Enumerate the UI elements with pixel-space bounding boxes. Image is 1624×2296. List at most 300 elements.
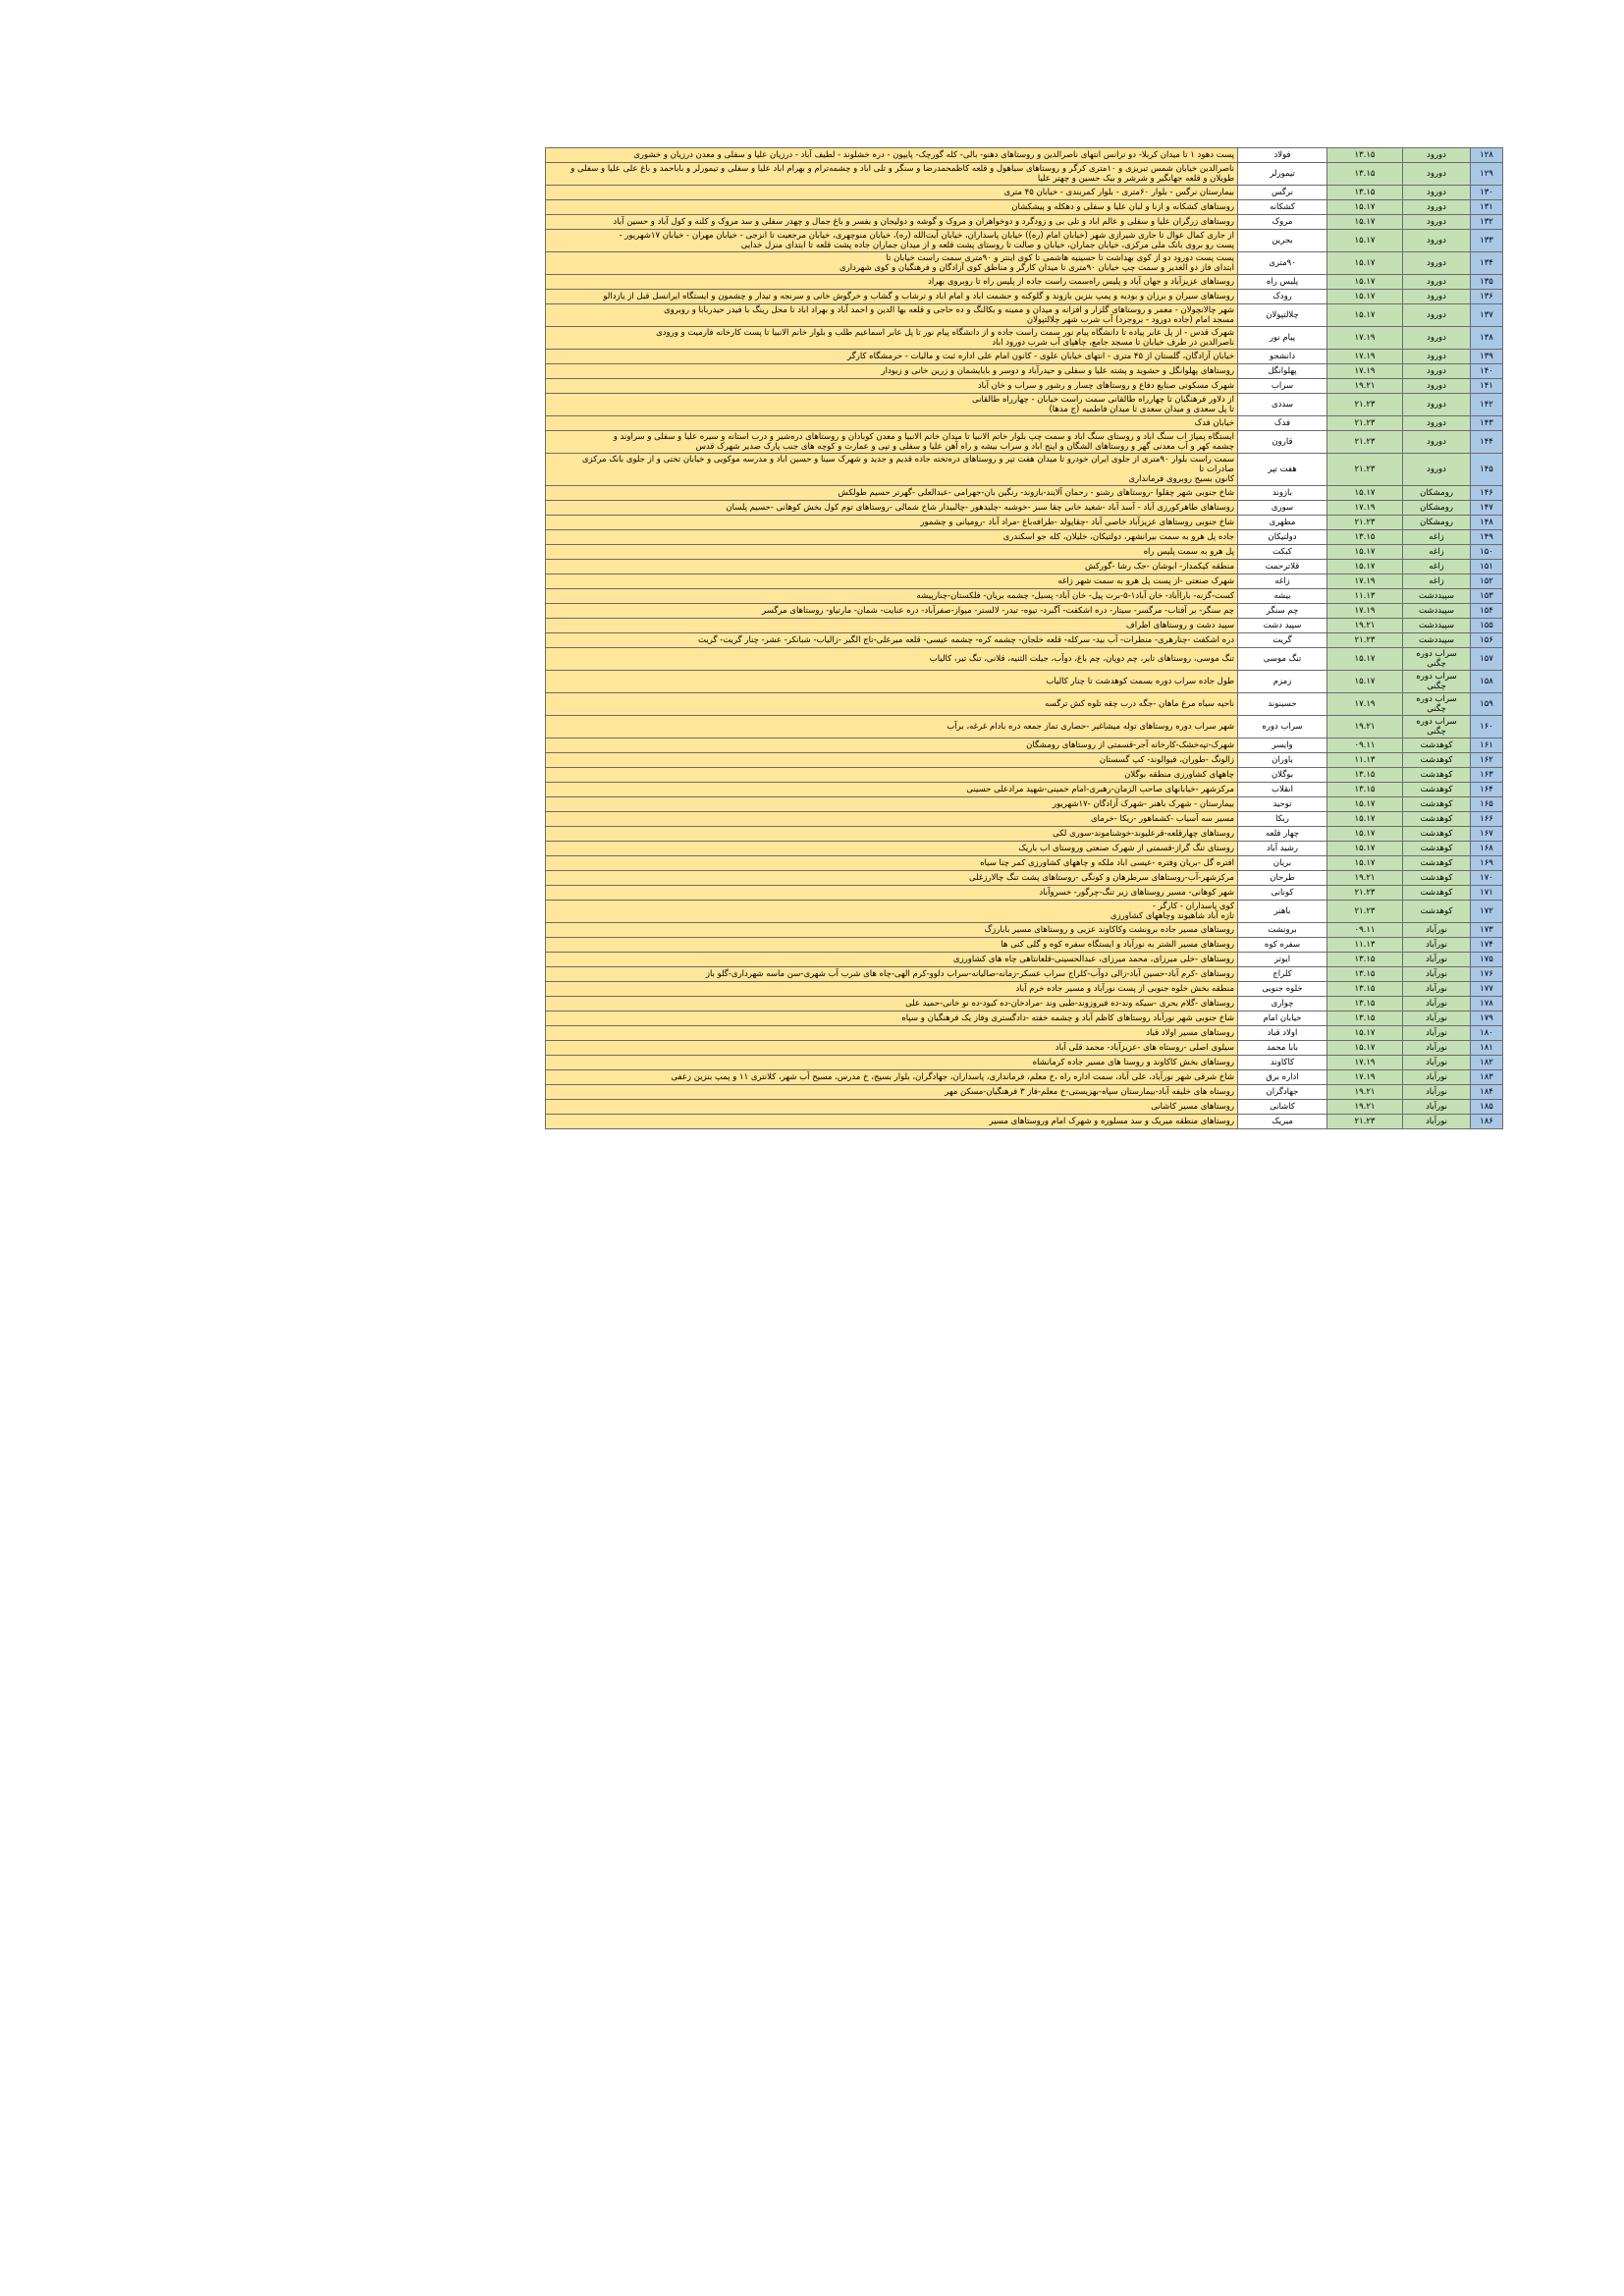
time-window-cell: ۱۵.۱۷ [1327,812,1403,827]
row-number-cell: ۱۶۲ [1471,753,1503,768]
address-cell: روستاهای طاهرکورزی آباد - آسد آباد -شغید خانی چقا سبز -خوشبه -چلیدهور -چالبیدار شاخ شمالی -روستاهای توم کول بخش کوهانی -حسیم پلسان [546,501,1238,516]
row-number-cell: ۱۶۹ [1471,856,1503,871]
address-cell: شاخ جنوبی روستاهای عزیزآباد خاصی آباد -چقاپولد -طرافه‌باغ -مراد آباد -رومیانی و چشمور [546,516,1238,530]
table-row [546,560,1503,574]
table-row [546,1070,1503,1085]
zone-cell: سپیددشت [1403,633,1471,648]
table-row [546,530,1503,545]
row-number-cell: ۱۳۷ [1471,304,1503,327]
feeder-area-cell: کاکاوند [1238,1056,1327,1070]
row-number-cell: ۱۵۵ [1471,619,1503,633]
time-window-cell: ۱۳.۱۵ [1327,530,1403,545]
address-cell: پست دهود ۱ تا میدان کربلا- دو ترانس انتهای ناصرالدین و روستاهای دهنو- بالی- کله گورچک- پایپون - دره خشلوند - لطیف آباد - درزیان علیا و سفلی و معدن درزیان و خشوری [546,148,1238,163]
time-window-cell: ۱۳.۱۵ [1327,982,1403,997]
zone-cell: نورآباد [1403,1011,1471,1026]
feeder-area-cell: کاشانی [1238,1100,1327,1115]
zone-cell: دورود [1403,327,1471,350]
address-cell: روستاهای مسیر جاده برونشت وکاکاوند عزیی و روستاهای مسیر بابارزگ [546,923,1238,938]
time-window-cell: ۱۵.۱۷ [1327,671,1403,693]
feeder-area-cell: کونانی [1238,886,1327,901]
zone-cell: دورود [1403,290,1471,304]
table-row [546,997,1503,1011]
zone-cell: دورود [1403,416,1471,431]
row-number-cell: ۱۸۴ [1471,1085,1503,1100]
row-number-cell: ۱۳۹ [1471,350,1503,364]
zone-cell: دورود [1403,252,1471,275]
address-cell: بیمارستان - شهرک باهنر -شهرک آزادگان -۱۷شهریور [546,797,1238,812]
time-window-cell: ۱۳.۱۵ [1327,783,1403,797]
zone-cell: نورآباد [1403,997,1471,1011]
zone-cell: کوهدشت [1403,783,1471,797]
zone-cell: کوهدشت [1403,768,1471,783]
row-number-cell: ۱۶۶ [1471,812,1503,827]
zone-cell: کوهدشت [1403,797,1471,812]
table-row [546,350,1503,364]
zone-cell: رومشکان [1403,516,1471,530]
address-cell: شهر سراب دوره روستاهای توله میشاغیر -حصاری تماز جمعه دره بادام غرغه، برآب [546,716,1238,738]
row-number-cell: ۱۵۳ [1471,589,1503,604]
table-row [546,486,1503,501]
zone-cell: نورآباد [1403,982,1471,997]
row-number-cell: ۱۷۰ [1471,871,1503,886]
zone-cell: کوهدشت [1403,842,1471,856]
row-number-cell: ۱۷۴ [1471,938,1503,953]
feeder-area-cell: توحید [1238,797,1327,812]
address-cell: روستاهای منطقه میریک و سد مسلوره و شهرک امام وروستاهای مسیر [546,1115,1238,1129]
feeder-area-cell: برونشت [1238,923,1327,938]
address-cell: افتره گل -بریان وفتره -عیسی اباد ملکه و چاههای کشاورزی کمر چنا سیاه [546,856,1238,871]
time-window-cell: ۰۹.۱۱ [1327,738,1403,753]
time-window-cell: ۲۱.۲۳ [1327,416,1403,431]
zone-cell: دورود [1403,304,1471,327]
table-row [546,738,1503,753]
time-window-cell: ۱۷.۱۹ [1327,574,1403,589]
table-row [546,716,1503,738]
feeder-area-cell: مروک [1238,215,1327,230]
row-number-cell: ۱۷۵ [1471,953,1503,967]
zone-cell: کوهدشت [1403,871,1471,886]
time-window-cell: ۱۵.۱۷ [1327,290,1403,304]
table-row [546,768,1503,783]
feeder-area-cell: کلراج [1238,967,1327,982]
row-number-cell: ۱۴۶ [1471,486,1503,501]
feeder-area-cell: رودک [1238,290,1327,304]
address-cell: شهر کوهانی- مسیر روستاهای زیر تنگ-چرگور- خسروآباد [546,886,1238,901]
row-number-cell: ۱۴۳ [1471,416,1503,431]
table-row [546,797,1503,812]
row-number-cell: ۱۵۱ [1471,560,1503,574]
outage-schedule-sheet [545,147,1503,1129]
zone-cell: دورود [1403,350,1471,364]
row-number-cell: ۱۶۳ [1471,768,1503,783]
feeder-area-cell: زاغه [1238,574,1327,589]
address-cell: روستاهای -گلام بحری -سیکه وند-ده فیروزوند-طبی وند -مرادخان-ده کبود-ده نو خانی-حمید علی [546,997,1238,1011]
time-window-cell: ۱۵.۱۷ [1327,200,1403,215]
table-row [546,753,1503,768]
table-row [546,215,1503,230]
table-row [546,886,1503,901]
table-row [546,671,1503,693]
time-window-cell: ۱۷.۱۹ [1327,1056,1403,1070]
table-row [546,1085,1503,1100]
table-row [546,619,1503,633]
feeder-area-cell: فولاد [1238,148,1327,163]
feeder-area-cell: بحرین [1238,230,1327,252]
time-window-cell: ۱۳.۱۵ [1327,768,1403,783]
address-cell: تنگ موسی، روستاهای تایر، چم دوپان، چم باغ، دوآب، جیلت الثنیه، قلانی، تنگ تیر، کالیاب [546,648,1238,671]
feeder-area-cell: ۹۰متری [1238,252,1327,275]
feeder-area-cell: مطهری [1238,516,1327,530]
address-cell: منطقه کیکمدار- ابوشان -جک رشا -گورکش [546,560,1238,574]
row-number-cell: ۱۵۶ [1471,633,1503,648]
time-window-cell: ۱۵.۱۷ [1327,842,1403,856]
zone-cell: دورود [1403,148,1471,163]
table-row [546,574,1503,589]
address-cell: شهرک مسکونی صنایع دفاع و روستاهای چسار و رشور و سراب و خان آباد [546,379,1238,394]
table-row [546,431,1503,454]
table-row [546,379,1503,394]
row-number-cell: ۱۷۸ [1471,997,1503,1011]
time-window-cell: ۱۱.۱۳ [1327,938,1403,953]
row-number-cell: ۱۵۷ [1471,648,1503,671]
row-number-cell: ۱۲۹ [1471,163,1503,186]
table-row [546,516,1503,530]
feeder-area-cell: پهلوانگل [1238,364,1327,379]
table-row [546,827,1503,842]
time-window-cell: ۱۵.۱۷ [1327,856,1403,871]
table-row [546,633,1503,648]
zone-cell: کوهدشت [1403,886,1471,901]
feeder-area-cell: زمزم [1238,671,1327,693]
table-row [546,545,1503,560]
row-number-cell: ۱۶۱ [1471,738,1503,753]
zone-cell: دورود [1403,379,1471,394]
time-window-cell: ۱۳.۱۵ [1327,1011,1403,1026]
time-window-cell: ۱۳.۱۵ [1327,997,1403,1011]
table-row [546,953,1503,967]
table-row [546,364,1503,379]
zone-cell: دورود [1403,454,1471,486]
row-number-cell: ۱۶۴ [1471,783,1503,797]
table-row [546,275,1503,290]
address-cell: مسیر سه آسیاب -کشماهور -ریکا -خرمای [546,812,1238,827]
time-window-cell: ۱۹.۲۱ [1327,716,1403,738]
row-number-cell: ۱۵۲ [1471,574,1503,589]
row-number-cell: ۱۴۷ [1471,501,1503,516]
zone-cell: دورود [1403,394,1471,416]
time-window-cell: ۱۷.۱۹ [1327,364,1403,379]
time-window-cell: ۱۵.۱۷ [1327,827,1403,842]
table-row [546,982,1503,997]
time-window-cell: ۱۷.۱۹ [1327,693,1403,716]
row-number-cell: ۱۴۲ [1471,394,1503,416]
feeder-area-cell: باوران [1238,753,1327,768]
time-window-cell: ۱۷.۱۹ [1327,1070,1403,1085]
feeder-area-cell: دولتیکان [1238,530,1327,545]
time-window-cell: ۱۳.۱۵ [1327,148,1403,163]
address-cell: سیلوی اصلی -روستاه های -عزیزآباد- محمد قلی آباد [546,1041,1238,1056]
zone-cell: نورآباد [1403,1041,1471,1056]
address-cell: شهرک صنعتی -از پست پل هرو به سمت شهر زاغه [546,574,1238,589]
address-cell: روستاه های خلیفه آباد-بیمارستان سپاه-بهزیستی-خ معلم-فاز ۳ فرهنگیان-مسکن مهر [546,1085,1238,1100]
address-cell: خیابان آزادگان، گلستان از ۴۵ متری - انتهای خیابان علوی - کانون امام علی اداره ثبت و مالیات - حرمشگاه کارگر [546,350,1238,364]
zone-cell: دورود [1403,230,1471,252]
zone-cell: سپیددشت [1403,619,1471,633]
time-window-cell: ۱۹.۲۱ [1327,1085,1403,1100]
time-window-cell: ۱۷.۱۹ [1327,350,1403,364]
row-number-cell: ۱۳۸ [1471,327,1503,350]
table-row [546,394,1503,416]
table-row [546,1115,1503,1129]
address-cell: روستاهای بخش کاکاوند و روستا های مسیر جاده کرمانشاه [546,1056,1238,1070]
feeder-area-cell: حسینوند [1238,693,1327,716]
time-window-cell: ۱۹.۲۱ [1327,619,1403,633]
row-number-cell: ۱۶۰ [1471,716,1503,738]
address-cell: شاخ شرقی شهر نورآباد، علی آباد، سمت اداره راه ،خ معلم، فرمانداری، پاسداران، جهادگران، بلوار بسیج، خ مدرس، مسیح آب شهر، کلانتری ۱۱ و پمپ بنزین زعفی [546,1070,1238,1085]
row-number-cell: ۱۴۱ [1471,379,1503,394]
table-row [546,304,1503,327]
address-cell: چم سنگر- بر آفتاب- مرگسر- سیتار- دره اشکفت- آگبرد- تیوه- تیدر- لالستر- میواز-صفرآباد- دره عنایت- شمان- مارتیاو- روستاهای مرگسر [546,604,1238,619]
time-window-cell: ۱۷.۱۹ [1327,501,1403,516]
address-cell: روستاهای مسیر کاشانی [546,1100,1238,1115]
row-number-cell: ۱۵۰ [1471,545,1503,560]
address-cell: ناحیه سیاه مرغ ماهان -جگه درب چقه تلوه کش ترگسه [546,693,1238,716]
feeder-area-cell: خیابان امام [1238,1011,1327,1026]
address-cell: ایستگاه پمپاژ اب سنگ اباد و روستای سنگ اباد و سمت چپ بلوار خاتم الانبیا تا میدان خاتم الانبیا و معدن کوبادان و روستاهای دره‌شیر و درب استانه و سیره علیا و سفلی و سراوند و چشمه کهر و آب معدنی گهر و روستاهای الشگان و اینج اباد و سراب بیشه و راه آهن علیا و سفلی و تپی و عمارت و کوچه های جنب پارک صدیر شهرک قدس [546,431,1238,454]
zone-cell: دورود [1403,215,1471,230]
address-cell: روستاهای مسیر اولاد قباد [546,1026,1238,1041]
outage-schedule-table [545,147,1503,1129]
feeder-area-cell: سوری [1238,501,1327,516]
feeder-area-cell: سفره کوه [1238,938,1327,953]
zone-cell: نورآباد [1403,1100,1471,1115]
feeder-area-cell: اولاد قباد [1238,1026,1327,1041]
table-row [546,589,1503,604]
zone-cell: دورود [1403,186,1471,200]
table-row [546,230,1503,252]
row-number-cell: ۱۴۵ [1471,454,1503,486]
time-window-cell: ۱۱.۱۳ [1327,753,1403,768]
time-window-cell: ۲۱.۲۳ [1327,431,1403,454]
table-row [546,923,1503,938]
row-number-cell: ۱۴۸ [1471,516,1503,530]
time-window-cell: ۱۹.۲۱ [1327,871,1403,886]
address-cell: از جاری کمال عوال تا جاری شیرازی شهر (خیابان امام (ره)) خیابان پاسداران، خیابان آیت‌الله (ره)، خیابان منوچهری، خیابان مرجعیت تا انزجی - خیابان مهران - خیابان ۱۷شهریور - پست رو بروی بانک ملی مرکزی، خیابان جماران، خیابان و صالت تا روستای پشت قلعه و از میدان جماران جاده پشت قلعه تا ابتدای منزل خدایی [546,230,1238,252]
feeder-area-cell: بیشه [1238,589,1327,604]
zone-cell: نورآباد [1403,967,1471,982]
feeder-area-cell: نرگس [1238,186,1327,200]
row-number-cell: ۱۷۹ [1471,1011,1503,1026]
time-window-cell: ۲۱.۲۳ [1327,454,1403,486]
feeder-area-cell: انقلاب [1238,783,1327,797]
row-number-cell: ۱۵۸ [1471,671,1503,693]
row-number-cell: ۱۸۱ [1471,1041,1503,1056]
feeder-area-cell: وایسر [1238,738,1327,753]
row-number-cell: ۱۶۵ [1471,797,1503,812]
zone-cell: نورآباد [1403,953,1471,967]
feeder-area-cell: ریکا [1238,812,1327,827]
zone-cell: زاغه [1403,574,1471,589]
row-number-cell: ۱۴۹ [1471,530,1503,545]
feeder-area-cell: اداره برق [1238,1070,1327,1085]
time-window-cell: ۰۹.۱۱ [1327,923,1403,938]
address-cell: روستاهای سیران و برزان و بودیه و پمپ بنزین بازوند و گلوکنه و حشمت اباد و امام اباد و ترشاب و گشاب و خرگوش خانی و سرنجه و تیدار و چشمون و ایستگاه ایرانسل قبل از یازدالو [546,290,1238,304]
feeder-area-cell: سپید دشت [1238,619,1327,633]
zone-cell: زاغه [1403,530,1471,545]
feeder-area-cell: کبکت [1238,545,1327,560]
time-window-cell: ۱۳.۱۵ [1327,186,1403,200]
zone-cell: دورود [1403,431,1471,454]
zone-cell: نورآباد [1403,1085,1471,1100]
address-cell: پل هرو به سمت پلیس راه [546,545,1238,560]
zone-cell: نورآباد [1403,1026,1471,1041]
zone-cell: سراب دوره چگنی [1403,648,1471,671]
address-cell: روستاهای پهلوانگل و حشوید و پشته علیا و سفلی و حیدرآباد و دوسر و بابایشمان و زرین خانی و زیودار [546,364,1238,379]
address-cell: طول جاده سراب دوره بسمت کوهدشت تا چنار کالیاب [546,671,1238,693]
zone-cell: نورآباد [1403,1056,1471,1070]
time-window-cell: ۱۷.۱۹ [1327,604,1403,619]
table-row [546,148,1503,163]
row-number-cell: ۱۸۳ [1471,1070,1503,1085]
row-number-cell: ۱۳۰ [1471,186,1503,200]
feeder-area-cell: کشکانه [1238,200,1327,215]
time-window-cell: ۱۹.۲۱ [1327,1100,1403,1115]
feeder-area-cell: پیام نور [1238,327,1327,350]
feeder-area-cell: بوگلان [1238,768,1327,783]
address-cell: شاخ جنوبی شهر نورآباد روستاهای کاظم آباد و چشمه خفته -دادگستری وفاز یک فرهنگیان و سپاه [546,1011,1238,1026]
row-number-cell: ۱۳۵ [1471,275,1503,290]
address-cell: مرکزشهر -خیابانهای صاحب الزمان-رهبری-امام خمینی-شهید مرادعلی حسینی [546,783,1238,797]
row-number-cell: ۱۳۴ [1471,252,1503,275]
address-cell: روستاهای زرگران علیا و سفلی و عالم اباد و تلی بی و زودگرد و دوخواهران و مروک و گوشه و دولیجان و بفسر و باغ جمال و چهدر سفلی و سد مروک و کلنه و کول آباد و حسین آباد [546,215,1238,230]
feeder-area-cell: سراب دوره [1238,716,1327,738]
time-window-cell: ۱۵.۱۷ [1327,1026,1403,1041]
address-cell: زالونگ -طوران، قیوالوند- کپ گسستان [546,753,1238,768]
feeder-area-cell: باهنر [1238,901,1327,923]
time-window-cell: ۱۵.۱۷ [1327,215,1403,230]
zone-cell: دورود [1403,364,1471,379]
feeder-area-cell: فدک [1238,416,1327,431]
feeder-area-cell: خلوه جنوبی [1238,982,1327,997]
time-window-cell: ۱۵.۱۷ [1327,797,1403,812]
address-cell: بیمارستان نرگس - بلوار ۶۰متری - بلوار کمربندی - خیابان ۴۵ متری [546,186,1238,200]
time-window-cell: ۱۵.۱۷ [1327,275,1403,290]
address-cell: سپید دشت و روستاهای اطراف [546,619,1238,633]
feeder-area-cell: چم سنگر [1238,604,1327,619]
address-cell: چاههای کشاورزی منطقه بوگلان [546,768,1238,783]
feeder-area-cell: هفت تپر [1238,454,1327,486]
time-window-cell: ۲۱.۲۳ [1327,516,1403,530]
feeder-area-cell: ایوتر [1238,953,1327,967]
row-number-cell: ۱۶۸ [1471,842,1503,856]
feeder-area-cell: چواری [1238,997,1327,1011]
time-window-cell: ۱۵.۱۷ [1327,1041,1403,1056]
time-window-cell: ۱۵.۱۷ [1327,560,1403,574]
time-window-cell: ۱۳.۱۵ [1327,953,1403,967]
row-number-cell: ۱۵۴ [1471,604,1503,619]
feeder-area-cell: دانشجو [1238,350,1327,364]
row-number-cell: ۱۳۶ [1471,290,1503,304]
row-number-cell: ۱۸۶ [1471,1115,1503,1129]
feeder-area-cell: بریان [1238,856,1327,871]
zone-cell: نورآباد [1403,1070,1471,1085]
address-cell: دره اشکفت -چنارهری- منطرات- آب بید- سرکله- قلعه خلجان- چشمه کره- چشمه عیسی- قلعه میرعلی-تاج الگیر -زالیاب- شبانکر- عشر- چنار گریت- گریت [546,633,1238,648]
zone-cell: رومشکان [1403,486,1471,501]
time-window-cell: ۱۳.۱۵ [1327,967,1403,982]
time-window-cell: ۱۷.۱۹ [1327,327,1403,350]
address-cell: شهرک-تپه‌خشک-کارخانه آجر-قسمتی از روستاهای رومشگان [546,738,1238,753]
table-row [546,856,1503,871]
feeder-area-cell: قارون [1238,431,1327,454]
table-row [546,186,1503,200]
zone-cell: کوهدشت [1403,901,1471,923]
address-cell: روستاهای کشکانه و ازنا و لبان علیا و سفلی و دهکله و پیشکشان [546,200,1238,215]
zone-cell: نورآباد [1403,938,1471,953]
feeder-area-cell: میریک [1238,1115,1327,1129]
table-row [546,200,1503,215]
table-row [546,1041,1503,1056]
zone-cell: دورود [1403,163,1471,186]
table-row [546,501,1503,516]
row-number-cell: ۱۵۹ [1471,693,1503,716]
address-cell: روستای تنگ گراز-قسمتی از شهرک صنعتی وروستای اب باریک [546,842,1238,856]
zone-cell: سراب دوره چگنی [1403,671,1471,693]
time-window-cell: ۱۵.۱۷ [1327,545,1403,560]
time-window-cell: ۲۱.۲۳ [1327,633,1403,648]
feeder-area-cell: تیمورلر [1238,163,1327,186]
time-window-cell: ۲۱.۲۳ [1327,901,1403,923]
address-cell: مرکزشهر-آب-روستاهای سرطرهان و کونگی -روستاهای پشت تنگ چالارزغلی [546,871,1238,886]
zone-cell: کوهدشت [1403,812,1471,827]
zone-cell: رومشکان [1403,501,1471,516]
row-number-cell: ۱۸۰ [1471,1026,1503,1041]
zone-cell: سپیددشت [1403,589,1471,604]
row-number-cell: ۱۷۷ [1471,982,1503,997]
time-window-cell: ۲۱.۲۳ [1327,886,1403,901]
table-row [546,327,1503,350]
table-row [546,693,1503,716]
feeder-area-cell: رشید آباد [1238,842,1327,856]
time-window-cell: ۱۱.۱۳ [1327,589,1403,604]
schedule-rows [546,148,1503,1129]
table-row [546,416,1503,431]
time-window-cell: ۱۹.۲۱ [1327,379,1403,394]
zone-cell: سراب دوره چگنی [1403,693,1471,716]
table-row [546,901,1503,923]
table-row [546,163,1503,186]
feeder-area-cell: قلاترحمت [1238,560,1327,574]
row-number-cell: ۱۷۶ [1471,967,1503,982]
address-cell: منطقه بخش خلوه جنوبی از پست نورآباد و مسیر جاده خرم آباد [546,982,1238,997]
time-window-cell: ۱۵.۱۷ [1327,252,1403,275]
address-cell: ناصرالدین خیابان شمس تبریزی و ۱۰متری کرگر و روستاهای سیاهول و قلعه کاظمحمدرضا و سنگر و تلی اباد و چشمه‌ترام و بهرام اباد علیا و سفلی و تیمورلر و باباحمد و باغ علی علیا و سفلی و طویلان و قلعه جهانگیر و شرشر و بیک حسین و چهتر علیا [546,163,1238,186]
row-number-cell: ۱۷۳ [1471,923,1503,938]
feeder-area-cell: چلالتپولان [1238,304,1327,327]
feeder-area-cell: تنگ موسی [1238,648,1327,671]
zone-cell: سپیددشت [1403,604,1471,619]
row-number-cell: ۱۲۸ [1471,148,1503,163]
row-number-cell: ۱۸۲ [1471,1056,1503,1070]
address-cell: کوی پاسداران - کارگر - تازه آباد شاهیوند وچاههای کشاورزی [546,901,1238,923]
address-cell: خیابان فدک [546,416,1238,431]
zone-cell: زاغه [1403,560,1471,574]
address-cell: سمت راست بلوار ۹۰متری از جلوی ایران خودرو تا میدان هفت تپر و روستاهای دره‌تخته جاده قدیم و جدید و شهرک سینا و حسین اباد و مدرسه موکویی و خیابان تختی و از جلوی بانک مرکزی صادرات تا کانون بسیج روبروی فرمانداری [546,454,1238,486]
zone-cell: نورآباد [1403,923,1471,938]
address-cell: شاخ جنوبی شهر چقلوا -روستاهای رشنو - رحمان آلایند-بازوند- رنگین بان-جهرامی -عبدالعلی -گهرتر حسیم طولکش [546,486,1238,501]
row-number-cell: ۱۶۷ [1471,827,1503,842]
address-cell: روستاهای عزیزآباد و جهان آباد و پلیس راه‌سمت راست جاده از پلیس راه تا روبروی بهراد [546,275,1238,290]
address-cell: از دلاور فرهنگیان تا چهارراه طالقانی سمت راست خیابان - چهارراه طالقانی تا پل سعدی و میدان سعدی تا میدان فاطمیه (ج مدها) [546,394,1238,416]
